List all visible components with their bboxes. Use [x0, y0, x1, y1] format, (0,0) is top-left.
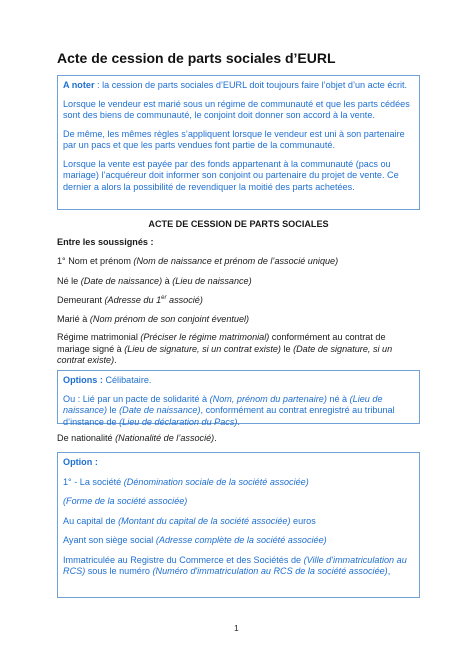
ou-contrat-text: , conformément au contrat enregistré au tribunal d’instance de [63, 405, 395, 427]
note-paragraph-4: Lorsque la vente est payée par des fonds appartenant à la communauté (pacs ou mariage) l’acquéreur doit informer son conjoint ou partenaire du projet de vente. Ce dernier a alors la possibilité de revendiquer la moitié des parts achetées. [63, 158, 399, 192]
ou-lieu-placeholder: (Lieu de naissance) [63, 393, 383, 415]
siege-line [63, 535, 414, 547]
societe-label: 1° - La société [63, 476, 124, 487]
nationalite-placeholder: (Nationalité de l’associé) [115, 433, 215, 443]
siege-placeholder: (Adresse complète de la société associée) [155, 535, 327, 545]
siege-label: Ayant son siège social [63, 535, 156, 545]
nationalite-period: . [214, 433, 217, 443]
denomination-placeholder: (Dénomination sociale de la société associée) [123, 476, 309, 487]
section-heading: ACTE DE CESSION DE PARTS SOCIALES [148, 219, 329, 229]
line-marie [57, 314, 420, 326]
adresse-superscript: er [161, 294, 167, 301]
page-title: Acte de cession de parts sociales d’EURL [57, 50, 336, 66]
nom-label: 1° Nom et prénom [57, 256, 134, 266]
capital-line [63, 516, 414, 528]
rcs-ville-placeholder: (Ville d'immatriculation au RCS) [63, 554, 407, 576]
option-societe-box [57, 452, 420, 598]
option-label-text: Option : [63, 457, 98, 467]
regime-label: Régime matrimonial [57, 332, 141, 342]
line-demeurant [57, 295, 420, 307]
ou-date-placeholder: (Date de naissance) [119, 405, 201, 415]
option-label [63, 457, 414, 469]
rcs-numero-placeholder: (Numéro d'immatriculation au RCS de la société associée) [152, 566, 388, 576]
partenaire-placeholder: (Nom, prénom du partenaire) [209, 393, 327, 404]
rcs-comma: , [387, 566, 391, 576]
capital-placeholder: (Montant du capital de la société associée) [118, 515, 291, 526]
line-nationalite [57, 433, 420, 445]
note-paragraph-1 [63, 80, 414, 92]
note-paragraph-2: Lorsque le vendeur est marié sous un régime de communauté et que les parts cédées sont des biens de communauté, le conjoint doit donner son accord à la vente. [63, 98, 410, 120]
adresse-placeholder [105, 295, 203, 305]
page-number: 1 [234, 623, 239, 633]
note-text-1: la cession de parts sociales d’EURL doit toujours faire l’objet d’un acte écrit. [102, 80, 408, 90]
capital-label: Au capital de [63, 515, 119, 526]
lieu-signature-placeholder: (Lieu de signature, si un contrat existe) [124, 343, 281, 354]
nom-placeholder: (Nom de naissance et prénom de l’associé unique) [133, 256, 339, 266]
ou-le: le [106, 405, 120, 415]
lieu-naissance-placeholder: (Lieu de naissance) [172, 276, 252, 286]
rcs-label: Immatriculée au Registre du Commerce et des Sociétés de [63, 554, 304, 565]
ou-ne-a: né à [326, 393, 350, 404]
note-separator: : [94, 80, 103, 90]
entre-soussignes: Entre les soussignés : [57, 237, 154, 247]
nationalite-label: De nationalité [57, 433, 116, 443]
line-ne-le [57, 276, 420, 288]
line-regime [57, 332, 420, 367]
date-signature-placeholder: (Date de signature, si un contrat existe) [57, 343, 393, 365]
conjoint-placeholder: (Nom prénom de son conjoint éventuel) [89, 314, 250, 324]
note-box [57, 75, 420, 210]
options-ou [63, 394, 414, 429]
rcs-numero-label: sous le numéro [85, 566, 153, 576]
ou-period: . [237, 416, 240, 427]
rcs-line [63, 555, 414, 578]
options-label: Options : [63, 375, 103, 385]
regime-placeholder: (Préciser le régime matrimonial) [140, 332, 270, 342]
regime-text: conformément au contrat de mariage signé à [57, 332, 386, 354]
adresse-text-end: associé) [166, 295, 203, 305]
adresse-text: (Adresse du 1 [104, 295, 162, 305]
pacs-lieu-placeholder: (Lieu de déclaration du Pacs) [119, 416, 238, 427]
demeurant-label: Demeurant [57, 295, 105, 305]
ne-label: Né le [57, 276, 81, 286]
capital-unit: euros [290, 515, 316, 526]
ou-text: Ou : Lié par un pacte de solidarité à [63, 393, 210, 404]
ne-a-label: à [162, 276, 173, 286]
regime-le: le [280, 343, 294, 354]
marie-label: Marié à [57, 314, 90, 324]
regime-period: . [114, 355, 117, 365]
note-label: A noter [63, 80, 95, 90]
forme-placeholder: (Forme de la société associée) [63, 496, 188, 506]
note-paragraph-3: De même, les mêmes règles s’appliquent lorsque le vendeur est uni à son partenaire par un pacs et que les parts vendues font partie de la communauté. [63, 128, 405, 150]
options-box [57, 370, 420, 427]
forme-line [63, 496, 414, 508]
date-naissance-placeholder: (Date de naissance) [80, 276, 163, 286]
options-line [63, 375, 414, 387]
societe-line [63, 477, 414, 489]
line-nom-prenom [57, 256, 420, 268]
options-value: Célibataire. [105, 375, 152, 385]
